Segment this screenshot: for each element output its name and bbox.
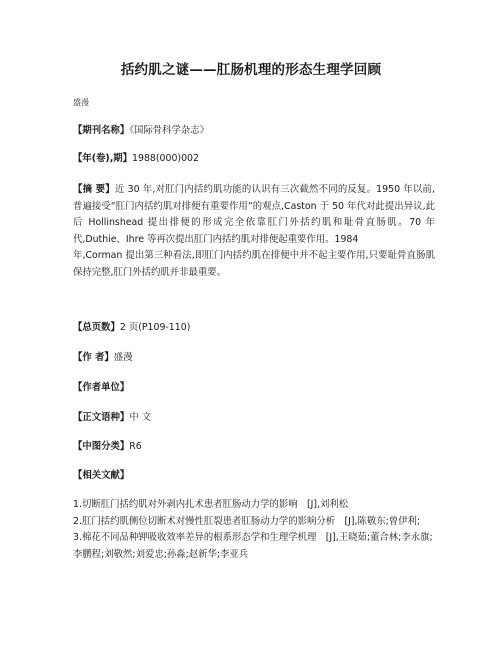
related-item-3[interactable]: 3.棉花不同品种钾吸收效率差异的根系形态学和生理学机理 [J],王晓茹;董合林;李永旗;李鹏程;刘敬然;刘爱忠;孙淼;赵新华;李亚兵 [73,532,433,560]
year-field [73,151,435,168]
affiliation-label: 【作者单位】 [73,382,130,393]
pages-value: 2 页(P109-110) [119,322,191,333]
author-byline: 盛漫 [73,98,89,107]
pages-field [73,320,435,337]
classification-label: 【中图分类】 [73,441,130,452]
language-label: 【正文语种】 [73,412,130,423]
language-field [73,410,435,427]
abstract-text-2: 年,Corman 提出第三种看法,即肛门内括约肌在排便中并不起主要作用,只要耻骨直肠肌保持完整,肛门外括约肌并非最重要。 [73,250,435,278]
author-value[interactable]: 盛漫 [113,352,133,363]
year-label: 【年(卷),期】 [73,153,133,164]
document-title: 括约肌之谜——肛肠机理的形态生理学回顾 [120,62,382,78]
related-item-1[interactable]: 1.切断肛门括约肌对外剥内扎术患者肛肠动力学的影响 [J],刘利松 [73,499,349,510]
abstract-section [73,182,435,281]
related-label: 【相关文献】 [73,470,130,481]
classification-field [73,439,435,456]
related-list [73,497,435,563]
classification-value: R6 [129,441,142,452]
abstract-label: 【摘 要】 [73,184,115,195]
related-heading [73,468,435,485]
year-value: 1988(000)002 [132,153,199,164]
author-field [73,350,435,367]
abstract-text-1: 近 30 年,对肛门内括约肌功能的认识有三次截然不同的反复。1950 年以前,普遍接受“肛门内括约肌对排便有重要作用”的观点,Caston 于 50 年代对此提出异议,此后 Hollinshead 提出排便的形成完全依靠肛门外括约肌和耻骨直肠肌。70 年代,Duthie、Ihre 等再次提出肛门内括约肌对排便起重要作用。1984 [73,184,435,245]
language-value: 中 文 [129,412,151,423]
journal-label: 【期刊名称】 [73,125,130,136]
affiliation-field [73,380,435,397]
related-item-2[interactable]: 2.肛门括约肌侧位切断术对慢性肛裂患者肛肠动力学的影响分析 [J],陈敬东;曾伊利; [73,515,421,527]
pages-label: 【总页数】 [73,322,120,333]
journal-value[interactable]: 《国际骨科学杂志》 [129,125,209,136]
journal-field [73,123,435,140]
author-label: 【作 者】 [73,352,114,363]
